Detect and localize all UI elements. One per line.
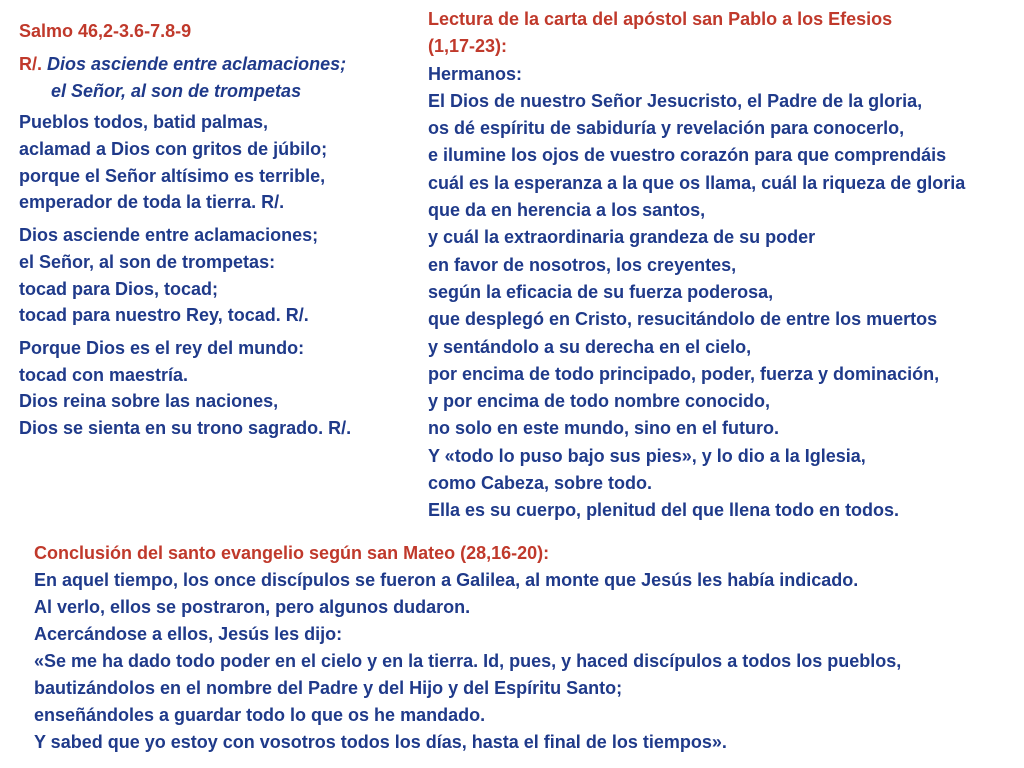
epistle-line: y sentándolo a su derecha en el cielo, [428,336,752,357]
epistle-line: según la eficacia de su fuerza poderosa, [428,281,774,302]
stanza-line: tocad para Dios, tocad; [19,278,219,299]
stanza-line: tocad con maestría. [19,364,189,385]
stanza-line: el Señor, al son de trompetas: [19,251,276,272]
gospel-heading: Conclusión del santo evangelio según san Mateo (28,16-20): [34,543,550,563]
epistle-line: Y «todo lo puso bajo sus pies», y lo dio a la Iglesia, [428,445,866,466]
stanza-line: Dios se sienta en su trono sagrado. R/. [19,417,352,438]
stanza-line: emperador de toda la tierra. R/. [19,192,285,213]
gospel-body [34,567,901,756]
epistle-line: Hermanos: [428,63,523,84]
epistle-line: y por encima de todo nombre conocido, [428,391,771,412]
stanza-line: Dios asciende entre aclamaciones; [19,225,319,246]
epistle-line: en favor de nosotros, los creyentes, [428,254,737,275]
epistle-body [428,61,965,525]
gospel-section [34,540,901,756]
gospel-line: bautizándolos en el nombre del Padre y del Hijo y del Espíritu Santo; [34,678,623,698]
epistle-line: por encima de todo principado, poder, fuerza y dominación, [428,363,940,384]
epistle-line: cuál es la esperanza a la que os llama, cuál la riqueza de gloria [428,172,966,193]
epistle-heading: Lectura de la carta del apóstol san Pablo a los Efesios [428,9,893,29]
epistle-line: como Cabeza, sobre todo. [428,473,653,494]
stanza-line: porque el Señor altísimo es terrible, [19,165,326,186]
psalm-refrain [19,51,351,104]
epistle-line: que desplegó en Cristo, resucitándolo de entre los muertos [428,309,938,330]
gospel-line: Y sabed que yo estoy con vosotros todos los días, hasta el final de los tiempos». [34,732,727,752]
stanza-line: tocad para nuestro Rey, tocad. R/. [19,305,309,326]
refrain-line [19,51,351,78]
epistle-line: y cuál la extraordinaria grandeza de su poder [428,227,816,248]
psalm-stanza-3 [19,335,351,442]
epistle-section [428,6,965,525]
gospel-line: En aquel tiempo, los once discípulos se fueron a Galilea, al monte que Jesús les había indicado. [34,570,859,590]
refrain-line: el Señor, al son de trompetas [51,80,302,101]
stanza-line: Pueblos todos, batid palmas, [19,112,269,133]
psalm-reference: Salmo 46,2-3.6-7.8-9 [19,21,192,41]
epistle-line: que da en herencia a los santos, [428,200,706,221]
gospel-line: «Se me ha dado todo poder en el cielo y en la tierra. Id, pues, y haced discípulos a todos los pueblos, [34,651,902,671]
psalm-stanza-2 [19,222,351,329]
epistle-line: e ilumine los ojos de vuestro corazón para que comprendáis [428,145,947,166]
stanza-line: Porque Dios es el rey del mundo: [19,337,305,358]
gospel-line: Al verlo, ellos se postraron, pero algunos dudaron. [34,597,471,617]
gospel-line: enseñándoles a guardar todo lo que os he mandado. [34,705,486,725]
epistle-citation: (1,17-23): [428,36,508,57]
epistle-line: Ella es su cuerpo, plenitud del que llena todo en todos. [428,500,900,521]
epistle-line: os dé espíritu de sabiduría y revelación para conocerlo, [428,118,905,139]
stanza-line: Dios reina sobre las naciones, [19,391,279,412]
stanza-line: aclamad a Dios con gritos de júbilo; [19,139,328,160]
psalm-stanza-1 [19,109,351,216]
refrain-prefix: R/. [19,54,43,74]
psalm-section [19,17,351,442]
refrain-text: Dios asciende entre aclamaciones; [47,54,347,74]
epistle-line: El Dios de nuestro Señor Jesucristo, el Padre de la gloria, [428,90,923,111]
epistle-line: no solo en este mundo, sino en el futuro. [428,418,780,439]
gospel-line: Acercándose a ellos, Jesús les dijo: [34,624,343,644]
